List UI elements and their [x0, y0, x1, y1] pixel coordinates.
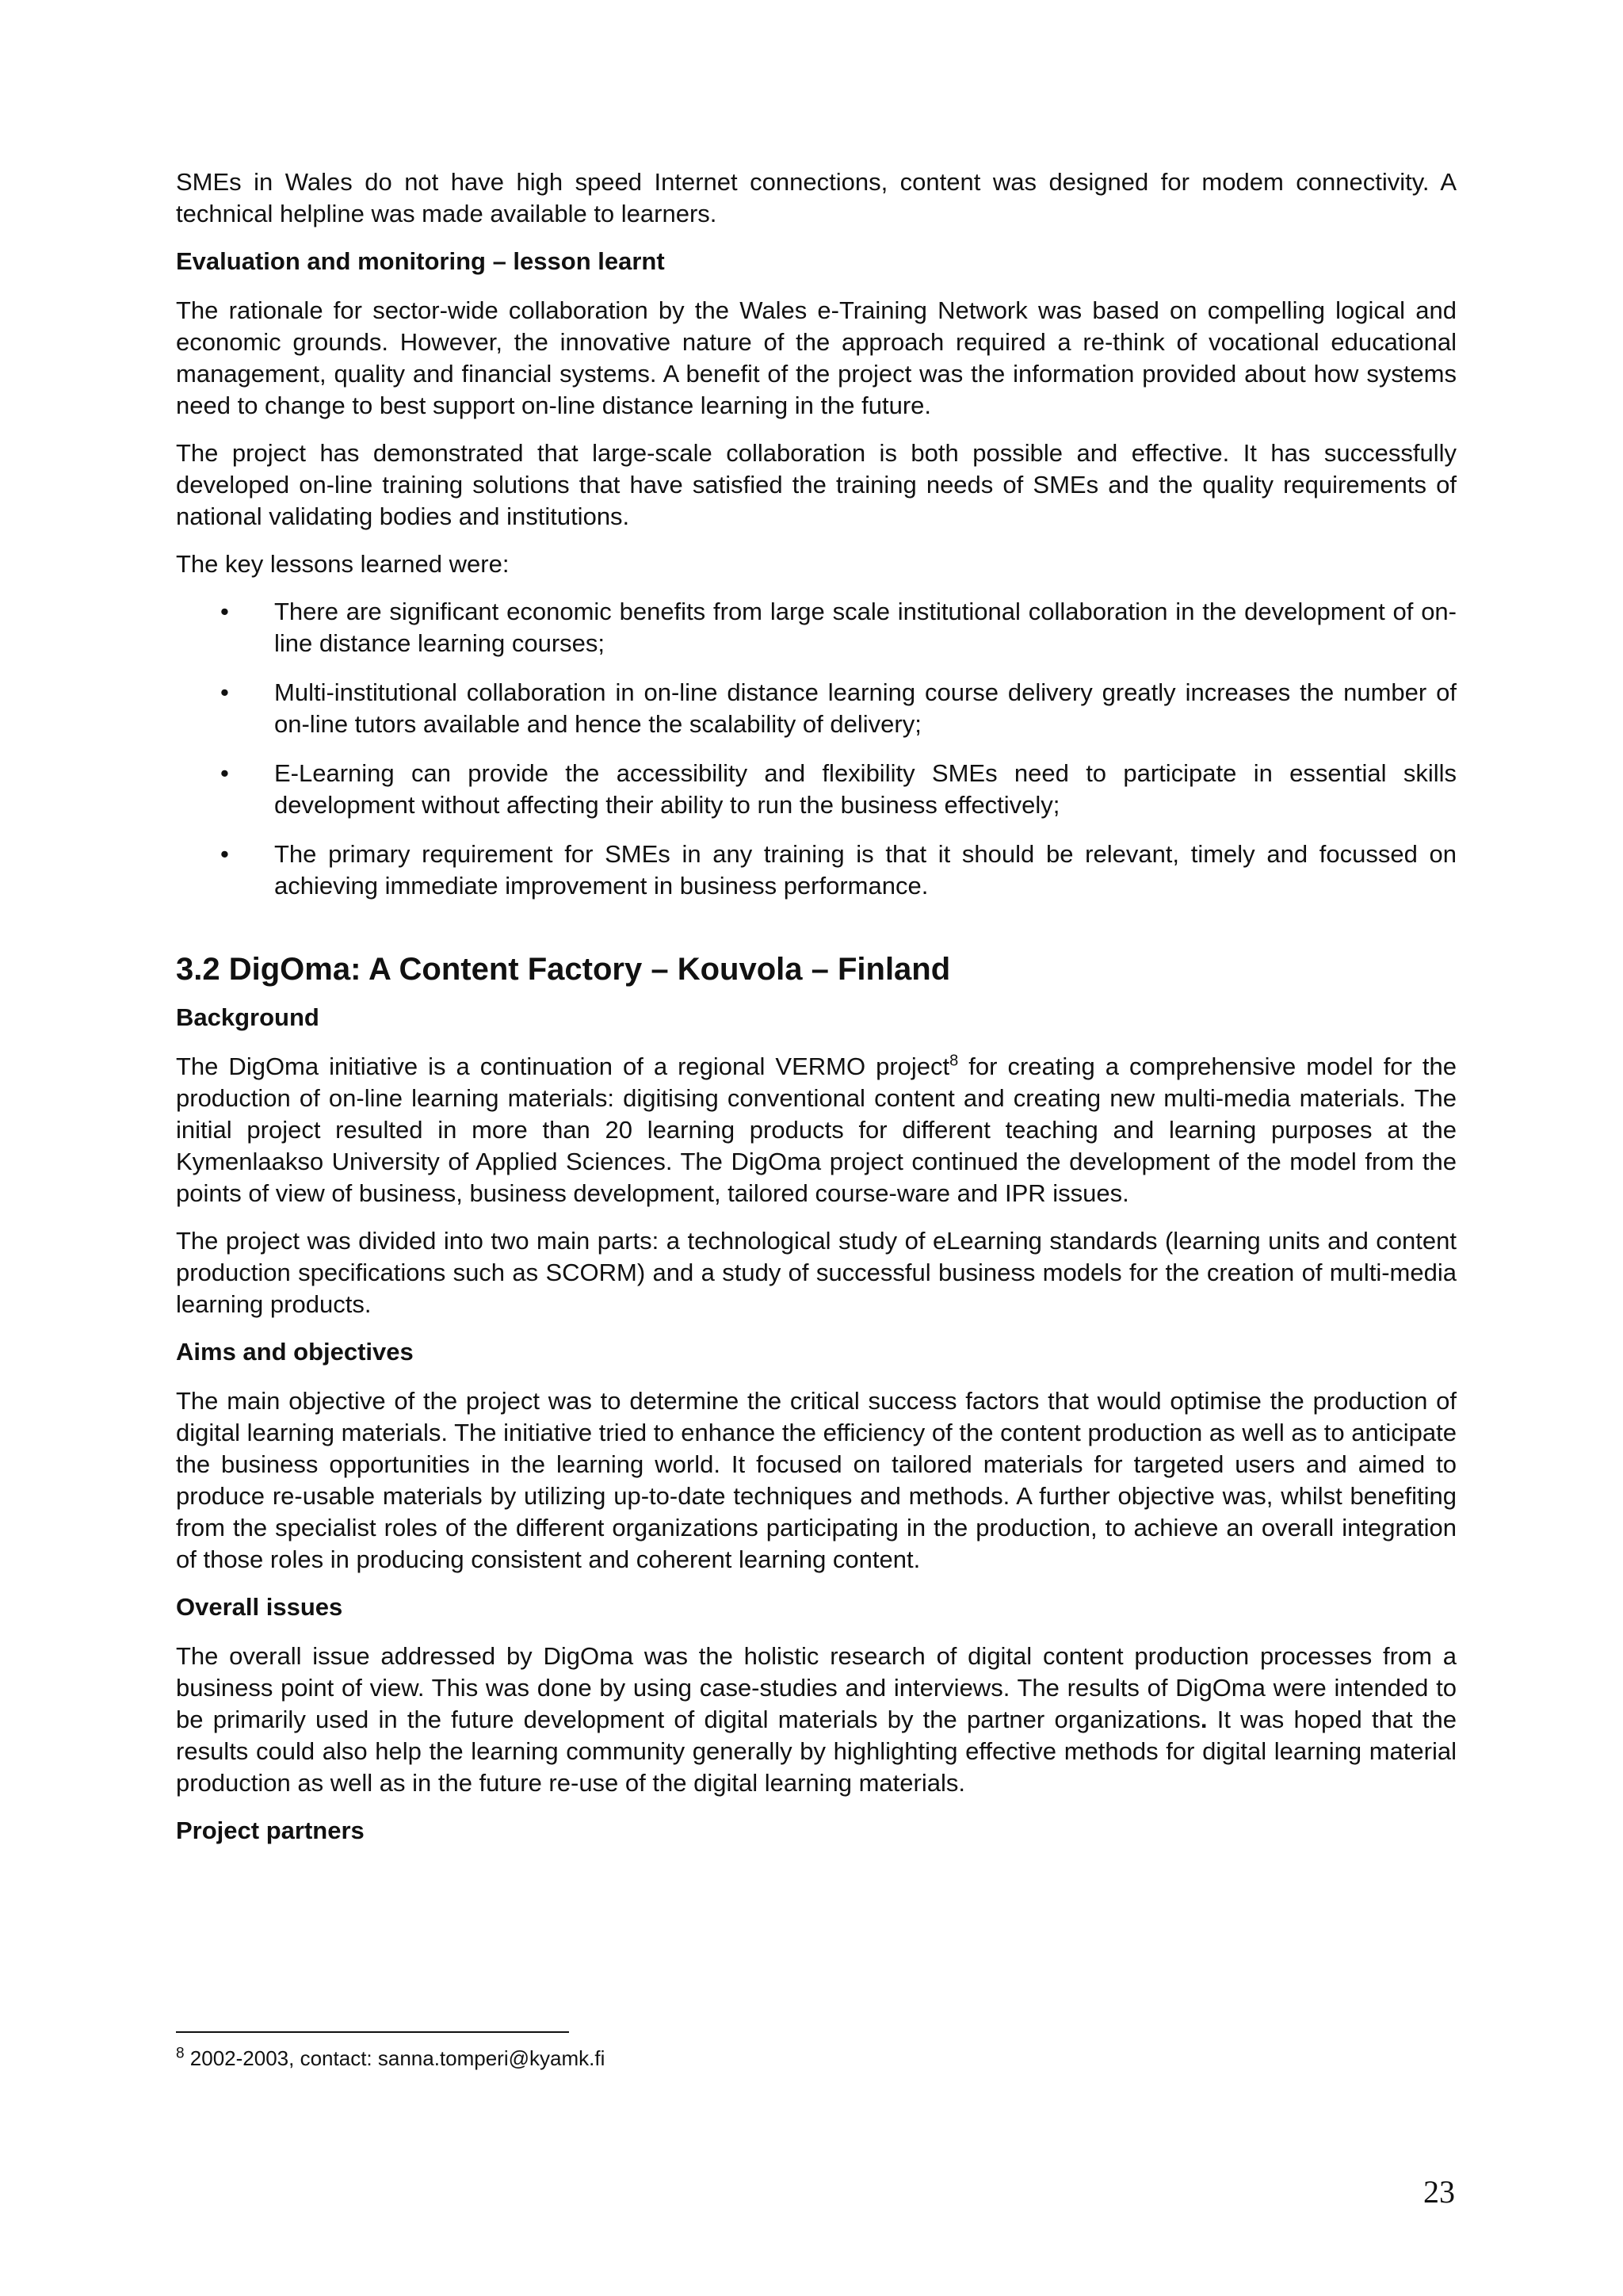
overall-text-part-1: The overall issue addressed by DigOma was the holistic research of digital content production processes from a business point of view. This was done by using case-studies and interviews. The results of DigOma were intended to be primarily used in the future development of digital materials by the partner organizations [176, 1642, 1457, 1733]
project-partners-heading: Project partners [176, 1817, 365, 1844]
overall-issues-paragraph [176, 1641, 1457, 1799]
evaluation-paragraph-1: The rationale for sector-wide collaboration by the Wales e-Training Network was based on compelling logical and economic grounds. However, the innovative nature of the approach required a re-think of vocational educational management, quality and financial systems. A benefit of the project was the information provided about how systems need to change to best support on-line distance learning in the future. [176, 296, 1457, 419]
footnote [176, 2045, 605, 2072]
overall-text-part-2: It was hoped that the results could also help the learning community generally by highlighting effective methods for digital learning material production as well as in the future re-use of the digital learning materials. [176, 1706, 1457, 1797]
background-heading: Background [176, 1003, 319, 1031]
list-item [176, 839, 1457, 902]
lesson-text: There are significant economic benefits from large scale institutional collaboration in the development of on-line distance learning courses; [274, 598, 1457, 657]
lesson-text: The primary requirement for SMEs in any training is that it should be relevant, timely and focussed on achieving immediate improvement in business performance. [274, 840, 1457, 900]
footnote-text: 2002-2003, contact: sanna.tomperi@kyamk.fi [184, 2046, 605, 2070]
background-paragraph-1 [176, 1051, 1457, 1209]
background-text-after-note: for creating a comprehensive model for the production of on-line learning materials: digitising conventional content and creating new multi-media materials. The initial project resulted in more than 20 learning products for different teaching and learning purposes at the Kymenlaakso University of Applied Sciences. The DigOma project continued the development of the model from the points of view of business, business development, tailored course-ware and IPR issues. [176, 1052, 1457, 1207]
lessons-list [176, 596, 1457, 902]
page-number: 23 [1423, 2174, 1455, 2210]
evaluation-heading: Evaluation and monitoring – lesson learnt [176, 247, 665, 275]
section-title: 3.2 DigOma: A Content Factory – Kouvola – Finland [176, 952, 951, 987]
evaluation-paragraph-2: The project has demonstrated that large-scale collaboration is both possible and effective. It has successfully developed on-line training solutions that have satisfied the training needs of SMEs and the quality requirements of national validating bodies and institutions. [176, 439, 1457, 530]
aims-paragraph: The main objective of the project was to determine the critical success factors that would optimise the production of digital learning materials. The initiative tried to enhance the efficiency of the content production as well as to anticipate the business opportunities in the learning world. It focused on tailored materials for targeted users and aimed to produce re-usable materials by utilizing up-to-date techniques and methods. A further objective was, whilst benefiting from the specialist roles of the different organizations participating in the production, to achieve an overall integration of those roles in producing consistent and coherent learning content. [176, 1387, 1457, 1573]
background-paragraph-2: The project was divided into two main parts: a technological study of eLearning standards (learning units and content production specifications such as SCORM) and a study of successful business models for the creation of multi-media learning products. [176, 1227, 1457, 1318]
overall-issues-heading: Overall issues [176, 1593, 343, 1621]
lessons-intro: The key lessons learned were: [176, 550, 510, 578]
lesson-text: E-Learning can provide the accessibility and flexibility SMEs need to participate in essential skills development without affecting their ability to run the business effectively; [274, 759, 1457, 819]
bullet-icon: • [220, 840, 229, 868]
bullet-icon: • [220, 598, 229, 625]
lesson-text: Multi-institutional collaboration in on-line distance learning course delivery greatly increases the number of on-line tutors available and hence the scalability of delivery; [274, 678, 1457, 738]
aims-heading: Aims and objectives [176, 1338, 414, 1366]
footnote-divider [176, 2031, 569, 2033]
list-item [176, 758, 1457, 821]
overall-bold-period: . [1200, 1706, 1208, 1733]
list-item [176, 677, 1457, 740]
intro-paragraph: SMEs in Wales do not have high speed Internet connections, content was designed for modem connectivity. A technical helpline was made available to learners. [176, 168, 1457, 227]
bullet-icon: • [220, 678, 229, 706]
bullet-icon: • [220, 759, 229, 787]
footnote-reference[interactable]: 8 [949, 1052, 959, 1070]
background-text-before-note: The DigOma initiative is a continuation of a regional VERMO project [176, 1052, 950, 1080]
list-item [176, 596, 1457, 659]
footnote-number: 8 [176, 2045, 185, 2062]
page-content [176, 166, 1457, 1864]
